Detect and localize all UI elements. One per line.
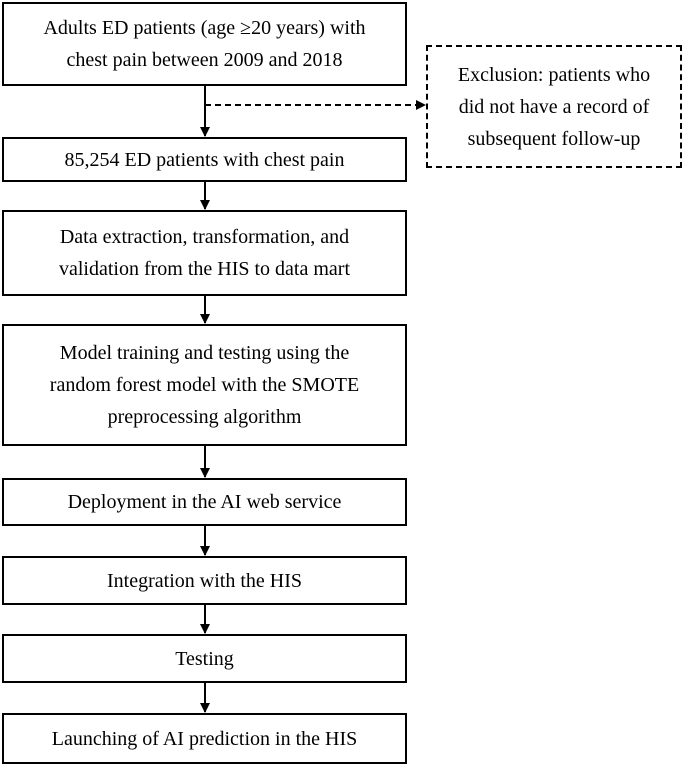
step-box-patients-count bbox=[2, 137, 407, 182]
step-box-data-extraction bbox=[2, 210, 407, 296]
step-box-text: validation from the HIS to data mart bbox=[58, 258, 351, 280]
step-box-text: Data extraction, transformation, and bbox=[59, 226, 350, 248]
step-box-text: random forest model with the SMOTE bbox=[49, 374, 360, 396]
step-box-text: Testing bbox=[175, 647, 234, 670]
exclusion-box-text: Exclusion: patients who bbox=[457, 63, 651, 86]
exclusion-box bbox=[426, 45, 682, 168]
step-box-text: chest pain between 2009 and 2018 bbox=[66, 49, 343, 71]
step-box-integration bbox=[2, 556, 407, 605]
step-box-text: Adults ED patients (age ≥20 years) with bbox=[43, 17, 366, 39]
step-box-text: Model training and testing using the bbox=[59, 342, 350, 364]
exclusion-box-text: did not have a record of bbox=[458, 95, 650, 118]
step-box-text: Integration with the HIS bbox=[107, 569, 302, 592]
step-box-launching bbox=[2, 713, 407, 764]
step-box-text: preprocessing algorithm bbox=[107, 406, 302, 428]
step-box-deployment bbox=[2, 478, 407, 526]
step-box-testing bbox=[2, 634, 407, 683]
step-box-inclusion bbox=[2, 2, 407, 86]
step-box-text: Deployment in the AI web service bbox=[67, 491, 342, 513]
step-box-text: 85,254 ED patients with chest pain bbox=[64, 148, 345, 171]
step-box-model-training bbox=[2, 324, 407, 446]
exclusion-box-text: subsequent follow-up bbox=[467, 127, 641, 150]
step-box-text: Launching of AI prediction in the HIS bbox=[51, 727, 358, 750]
